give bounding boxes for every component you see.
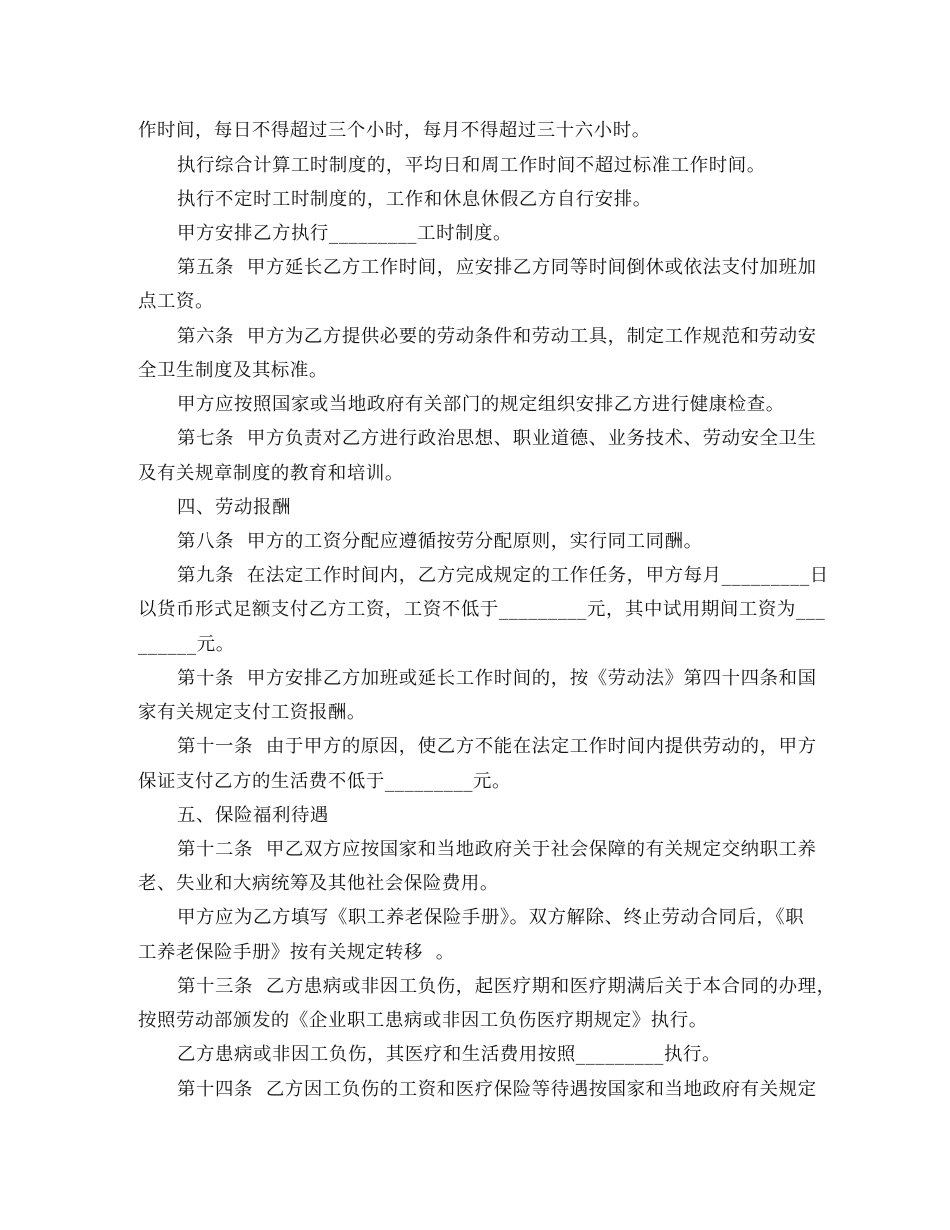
text-line: ______元。 [138,634,235,655]
text-line: 第六条 甲方为乙方提供必要的劳动条件和劳动工具，制定工作规范和劳动安 [177,326,817,347]
text-line: 第五条 甲方延长乙方工作时间，应安排乙方同等时间倒休或依法支付加班加 [177,257,817,278]
text-line: 甲方应为乙方填写《职工养老保险手册》。双方解除、终止劳动合同后，《职 [177,907,805,928]
text-line: 第七条 甲方负责对乙方进行政治思想、职业道德、业务技术、劳动安全卫生 [177,428,817,449]
text-line: 第九条 在法定工作时间内，乙方完成规定的工作任务，甲方每月_________日 [177,565,829,586]
text-line: 第十三条 乙方患病或非因工负伤，起医疗期和医疗期满后关于本合同的办理， [177,976,836,997]
text-line: 老、失业和大病统筹及其他社会保险费用。 [138,873,499,894]
text-line: 以货币形式足额支付乙方工资，工资不低于_________元，其中试用期间工资为___ [138,599,826,620]
text-line: 第十一条 由于甲方的原因，使乙方不能在法定工作时间内提供劳动的，甲方 [177,736,817,757]
text-line: 甲方应按照国家或当地政府有关部门的规定组织安排乙方进行健康检查。 [177,394,785,415]
text-line: 家有关规定支付工资报酬。 [138,702,366,723]
text-line: 第十二条 甲乙双方应按国家和当地政府关于社会保障的有关规定交纳职工养 [177,839,817,860]
text-line: 全卫生制度及其标准。 [138,360,328,381]
text-line: 第十四条 乙方因工负伤的工资和医疗保险等待遇按国家和当地政府有关规定 [177,1079,817,1100]
text-line: 及有关规章制度的教育和培训。 [138,463,404,484]
text-line: 第八条 甲方的工资分配应遵循按劳分配原则，实行同工同酬。 [177,531,703,552]
section-heading: 五、保险福利待遇 [177,805,329,826]
text-line: 甲方安排乙方执行_________工时制度。 [177,223,513,244]
section-heading: 四、劳动报酬 [177,497,291,518]
text-line: 执行综合计算工时制度的，平均日和周工作时间不超过标准工作时间。 [177,155,766,176]
text-line: 作时间，每日不得超过三个小时，每月不得超过三十六小时。 [138,120,651,141]
text-line: 执行不定时工时制度的，工作和休息休假乙方自行安排。 [177,189,652,210]
text-line: 保证支付乙方的生活费不低于_________元。 [138,771,512,792]
text-line: 按照劳动部颁发的《企业职工患病或非因工负伤医疗期规定》执行。 [138,1010,708,1031]
text-line: 点工资。 [138,291,214,312]
text-line: 乙方患病或非因工负伤，其医疗和生活费用按照_________执行。 [177,1044,721,1065]
text-line: 工养老保险手册》按有关规定转移 。 [138,942,455,963]
text-line: 第十条 甲方安排乙方加班或延长工作时间的，按《劳动法》第四十四条和国 [177,668,817,689]
